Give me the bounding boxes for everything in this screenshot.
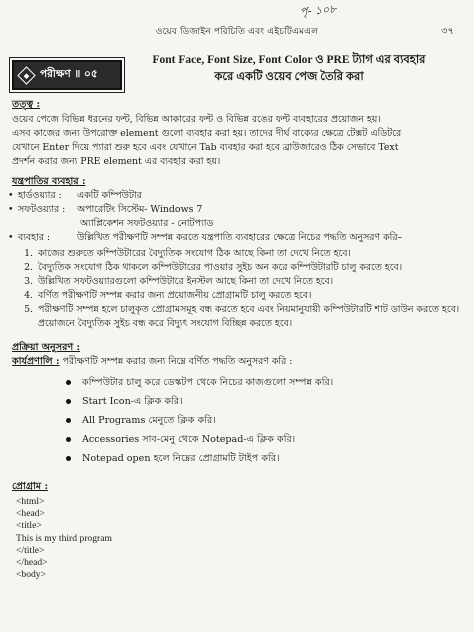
experiment-title-line1: Font Face, Font Size, Font Color ও PRE ট্যাগ এর ব্যবহার [152,54,426,66]
software-row [8,203,460,217]
experiment-title-line2: করে একটি ওয়েব পেজ তৈরি করা [214,71,364,83]
software-row-2 [12,217,460,231]
program-heading: প্রোগ্রাম : [12,481,49,492]
equipment-steps-list [12,247,460,331]
procedure-task-list [12,373,460,468]
program-code [12,496,460,581]
theory-line: প্রদর্শন করার জন্য PRE element এর ব্যবহার করা হয়। [12,156,221,167]
code-line: <head> [16,508,45,520]
handwritten-page-note: পৃ- ১০৮ [299,2,337,19]
code-line: </title> [16,544,45,556]
theory-line: এসব কাজের জন্য উপরোক্ত element গুলো ব্যবহার করা হয়। তাদের দীর্ঘ বাক্যের ক্ষেত্রে টেক্সট এডিটরে [12,128,402,139]
list-item: 4. বর্ণিত পরীক্ষণটি সম্পন্ন করার জন্য প্রয়োজনীয় প্রোগ্রামটি চালু করতে হবে। [36,289,460,303]
list-item: 5. পরীক্ষণটি সম্পন্ন হলে চালুকৃত প্রোগ্রামসমূহ বন্ধ করতে হবে এবং নিয়মানুযায়ী কম্পিউটারটি শাট ডাউন করতে হবে। প্রয়োজনে বৈদ্যুতিক সুইচ বন্ধ করে বিদ্যুৎ সংযোগ বিচ্ছিন্ন করতে হবে। [36,303,460,331]
bullet-dot: • [8,204,14,215]
diamond-icon [17,66,35,84]
theory-line: যেখানে Enter দিয়ে প্যারা শুরু হবে এবং যেখানে Tab ব্যবহার করা হবে ব্রাউজারেও ঠিক সেভাবে Text [12,142,399,153]
software-value-2: অ্যাপ্লিকেশন সফটওয়্যার - নোটপ্যাড [80,218,214,229]
bullet-dot: • [8,190,14,201]
usage-value: উল্লিখিত পরীক্ষণটি সম্পন্ন করতে যন্ত্রপাতি ব্যবহারের ক্ষেত্রে নিচের পদ্ধতি অনুসরণ করি– [76,232,403,243]
theory-section [12,98,460,169]
list-item: কম্পিউটার চালু করে ডেস্কটপ থেকে নিচের কাজগুলো সম্পন্ন করি। [82,373,460,392]
running-header: ওয়েব ডিজাইন পরিচিতি এবং এইচটিএমএল [155,27,319,37]
software-key: সফটওয়্যার : [18,204,66,215]
experiment-title [118,52,460,86]
hardware-key: হার্ডওয়্যার : [18,190,62,201]
procedure-heading: প্রক্রিয়া অনুসরণ : [12,342,81,353]
program-section [12,480,460,581]
list-item: Accessories সাব-মেনু থেকে Notepad-এ ক্লিক করি। [82,430,460,449]
hardware-row [8,189,460,203]
theory-heading: তত্ত্ব : [12,99,41,110]
hardware-value: একটি কম্পিউটার [76,190,142,201]
usage-key: ব্যবহার : [18,232,51,243]
experiment-badge [12,60,122,90]
code-line: This is my third program [16,532,112,544]
list-item: Notepad open হলে নিম্নের প্রোগ্রামটি টাইপ করি। [82,449,460,468]
list-item: 2. বৈদ্যুতিক সংযোগ ঠিক থাকলে কম্পিউটারের পাওয়ার সুইচ অন করে কম্পিউটারটি চালু করতে হবে। [36,261,460,275]
list-item: 3. উল্লিখিত সফটওয়্যারগুলো কম্পিউটারে ইনস্টল আছে কিনা তা দেখে নিতে হবে। [36,275,460,289]
code-line: <title> [16,520,42,532]
page-content [8,98,460,581]
method-row [12,355,460,369]
procedure-section [12,341,460,468]
code-line: <body> [16,569,47,581]
page-number: ৩৭ [440,26,454,37]
method-value: পরীক্ষণটি সম্পন্ন করার জন্য নিম্নে বর্ণিত পদ্ধতি অনুসরণ করি : [62,356,293,367]
list-item: All Programs মেনুতে ক্লিক করি। [82,411,460,430]
bullet-dot: • [8,232,14,243]
theory-line: ওয়েব পেজে বিভিন্ন ধরনের ফন্ট, বিভিন্ন আকারের ফন্ট ও বিভিন্ন রঙের ফন্ট ব্যবহারের প্রয়োজন হয়। [12,114,381,125]
method-key: কার্যপ্রণালি : [12,356,60,367]
experiment-badge-label: পরীক্ষণ ॥ ০৫ [40,67,98,80]
list-item: Start Icon-এ ক্লিক করি। [82,392,460,411]
experiment-title-row [12,52,460,100]
equipment-heading: যন্ত্রপাতির ব্যবহার : [12,176,86,187]
usage-row [8,231,460,245]
code-line: </head> [16,557,48,569]
code-line: <html> [16,496,45,507]
software-value-1: অপারেটিং সিস্টেম- Windows 7 [76,204,203,215]
list-item: 1. কাজের শুরুতে কম্পিউটারের বৈদ্যুতিক সংযোগ ঠিক আছে কিনা তা দেখে নিতে হবে। [36,247,460,261]
equipment-section [8,175,460,331]
